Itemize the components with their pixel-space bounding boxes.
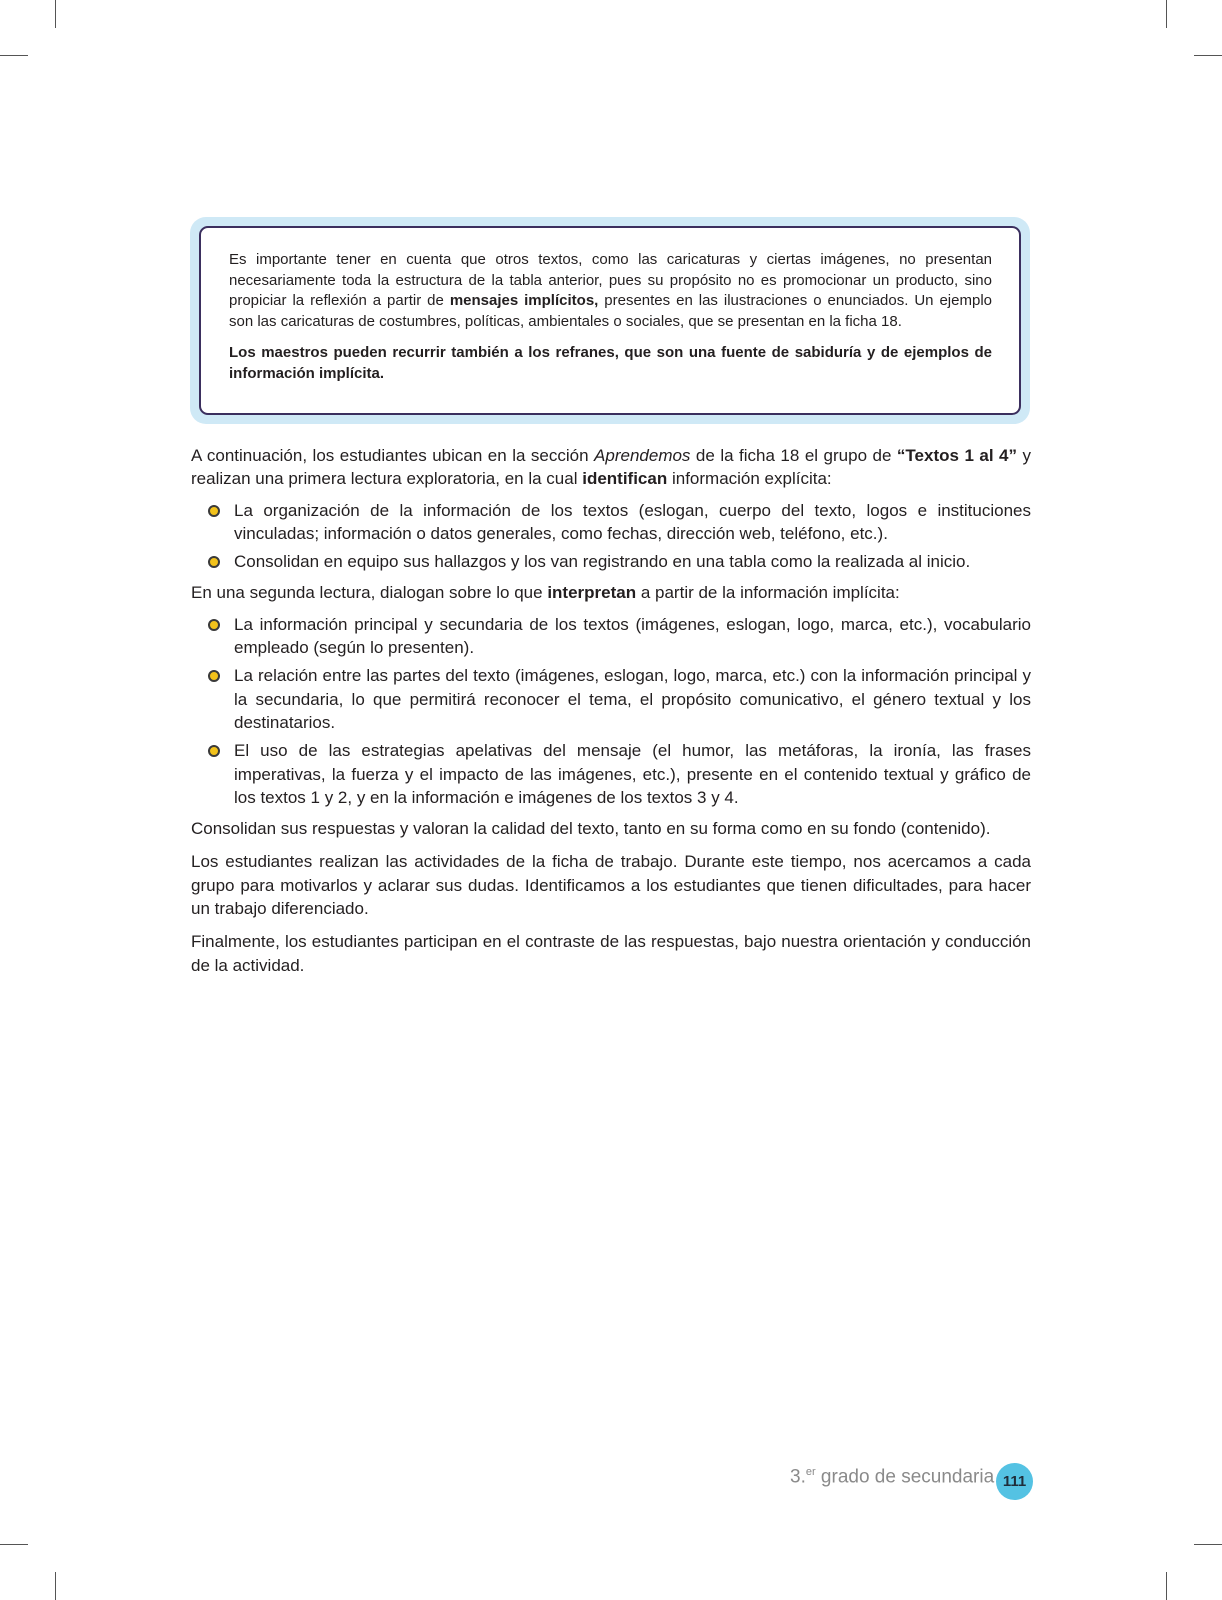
text-span: A continuación, los estudiantes ubican en la sección — [191, 446, 595, 465]
grade-superscript: er — [805, 1466, 816, 1478]
crop-mark — [55, 0, 56, 28]
note-paragraph — [229, 250, 992, 332]
bullet-icon — [208, 670, 220, 682]
crop-mark — [55, 1572, 56, 1600]
crop-mark — [0, 55, 28, 56]
note-emphasis-paragraph: Los maestros pueden recurrir también a los refranes, que son una fuente de sabiduría y de ejemplos de información implícita. — [229, 344, 992, 382]
bullet-icon — [208, 505, 220, 517]
list-item — [191, 499, 1031, 546]
main-text — [191, 444, 1031, 987]
paragraph: Los estudiantes realizan las actividades de la ficha de trabajo. Durante este tiempo, nos acercamos a cada grupo para motivarlos y aclarar sus dudas. Identificamos a los estudiantes que tienen dificultades, para hacer un trabajo diferenciado. — [191, 852, 1031, 919]
crop-mark — [1166, 0, 1167, 28]
list-item — [191, 613, 1031, 660]
paragraph: Finalmente, los estudiantes participan en el contraste de las respuestas, bajo nuestra orientación y conducción de la actividad. — [191, 932, 1031, 975]
crop-mark — [1194, 1544, 1222, 1545]
crop-mark — [0, 1544, 28, 1545]
bullet-icon — [208, 619, 220, 631]
list-item-text: Consolidan en equipo sus hallazgos y los van registrando en una tabla como la realizada al inicio. — [234, 552, 971, 572]
crop-mark — [1194, 55, 1222, 56]
list-item — [191, 739, 1031, 809]
paragraph: Consolidan sus respuestas y valoran la calidad del texto, tanto en su forma como en su fondo (contenido). — [191, 819, 991, 839]
text-span: a partir de la información implícita: — [636, 583, 900, 603]
crop-mark — [1166, 1572, 1167, 1600]
note-box-inner — [199, 226, 1021, 415]
text-span: información explícita: — [667, 469, 832, 489]
bullet-list — [191, 499, 1031, 574]
bold-text: “Textos 1 al 4” — [896, 446, 1017, 465]
grade-text: grado de secundaria — [815, 1466, 995, 1488]
grade-number: 3. — [790, 1466, 806, 1488]
bold-text: interpretan — [547, 583, 637, 603]
text-span: de la ficha 18 el grupo de — [690, 446, 897, 465]
footer-grade — [790, 1466, 995, 1488]
note-text: presentes en las ilustraciones o enunciados. Un ejemplo son las caricaturas de costumbres, políticas, ambientales o sociales, que se presentan en la ficha 18. — [229, 292, 992, 330]
bullet-icon — [208, 556, 220, 568]
list-item — [191, 664, 1031, 734]
intro-paragraph — [191, 444, 1031, 491]
second-reading-paragraph — [191, 581, 1031, 604]
note-bold-text: mensajes implícitos, — [449, 292, 599, 309]
list-item-text: La información principal y secundaria de los textos (imágenes, eslogan, logo, marca, etc.), vocabulario empleado (según lo presenten). — [234, 614, 1031, 658]
list-item-text: La relación entre las partes del texto (imágenes, eslogan, logo, marca, etc.) con la información principal y la secundaria, lo que permitirá reconocer el tema, el propósito comunicativo, el género textual y los destinatarios. — [234, 666, 1031, 732]
note-text: Es importante tener en cuenta que otros textos, como las caricaturas y ciertas imágenes, no presentan necesariamente toda la estructura de la tabla anterior, pues su propósito no es promocionar un producto, sino propiciar la reflexión a partir de — [229, 251, 992, 309]
page-number-badge: 111 — [996, 1463, 1033, 1500]
text-span: En una segunda lectura, dialogan sobre lo que — [191, 583, 548, 603]
note-box — [190, 217, 1030, 424]
bullet-list — [191, 613, 1031, 809]
list-item-text: El uso de las estrategias apelativas del mensaje (el humor, las metáforas, la ironía, las frases imperativas, la fuerza y el impacto de las imágenes, etc.), presente en el contenido textual y gráfico de los textos 1 y 2, y en la información e imágenes de los textos 3 y 4. — [234, 741, 1031, 807]
list-item-text: La organización de la información de los textos (eslogan, cuerpo del texto, logos e instituciones vinculadas; información o datos generales, como fechas, dirección web, teléfono, etc.). — [234, 500, 1031, 543]
bullet-icon — [208, 745, 220, 757]
bold-text: identifican — [582, 469, 668, 489]
list-item — [191, 550, 1031, 573]
italic-text: Aprendemos — [594, 446, 691, 465]
text-span: y realizan una primera lectura exploratoria, en la cual — [191, 446, 1031, 489]
